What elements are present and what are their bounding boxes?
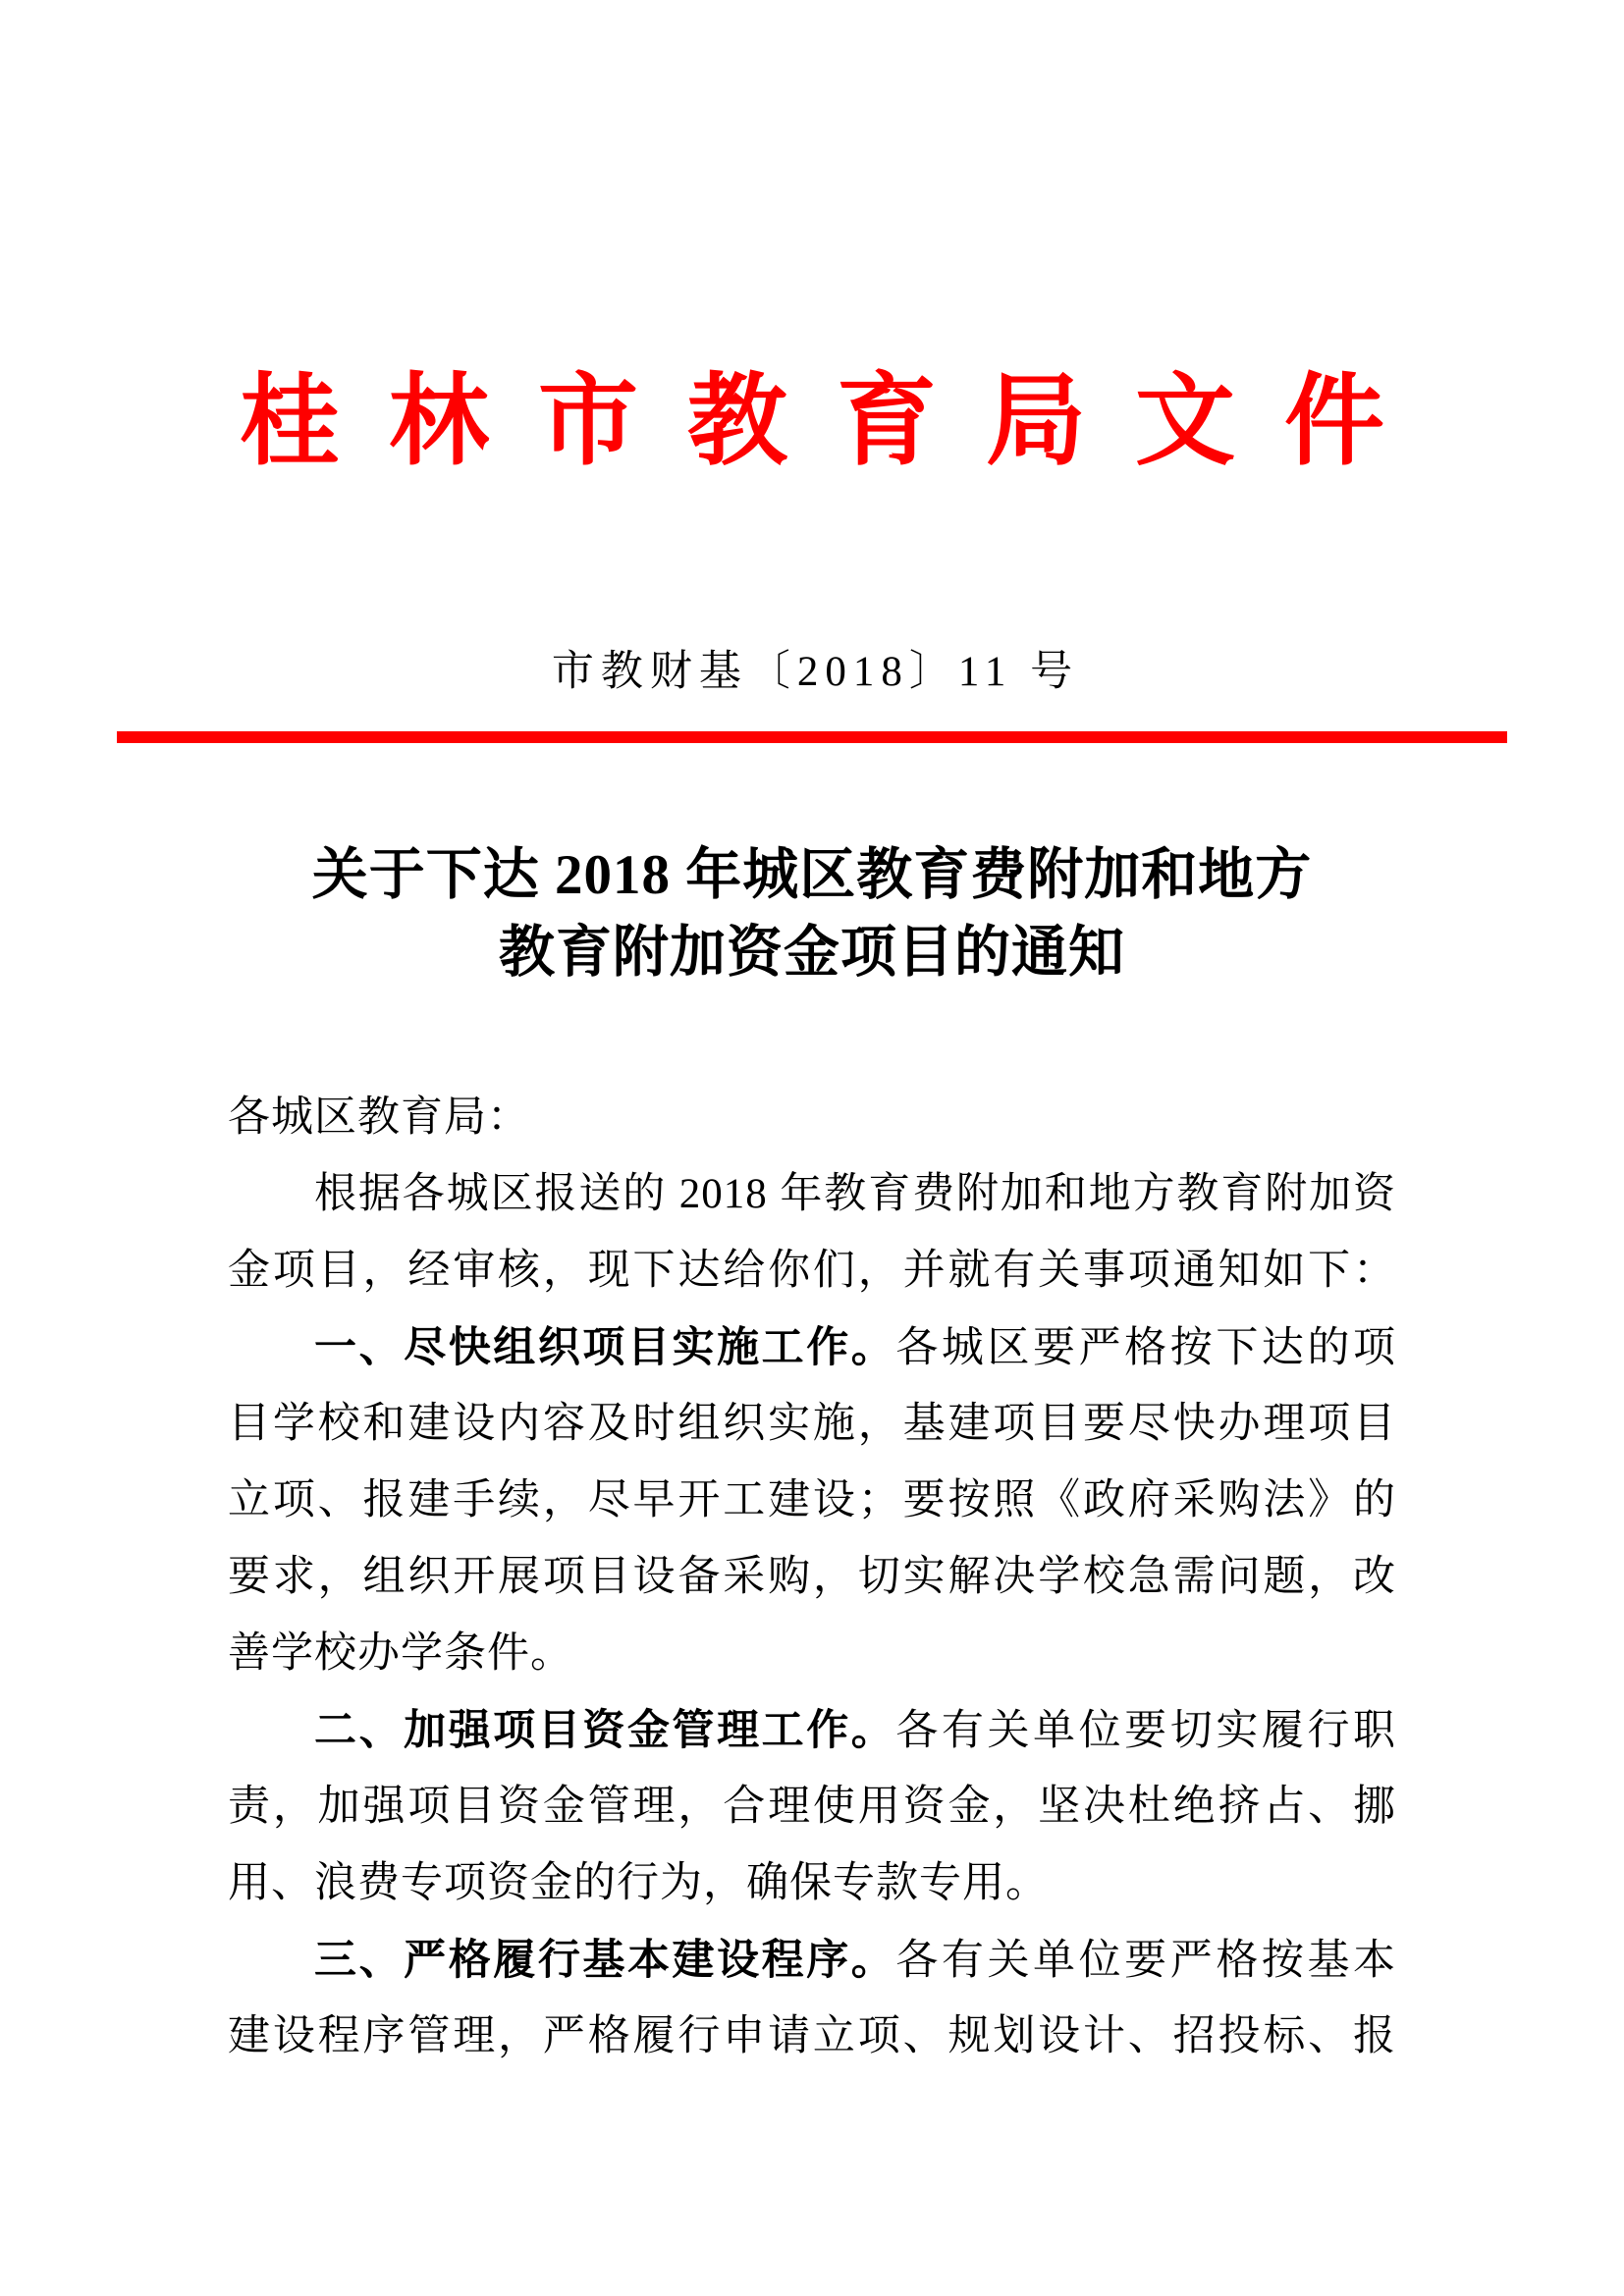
body-line	[228, 1616, 1396, 1692]
body-line-text: 用、浪费专项资金的行为，确保专款专用。	[228, 1860, 1049, 1906]
body-line-text: 各城区要严格按下达的项	[895, 1325, 1396, 1371]
body-line-text: 根据各城区报送的 2018 年教育费附加和地方教育附加资	[314, 1171, 1396, 1217]
document-title-line-1: 关于下达 2018 年城区教育费附加和地方	[311, 844, 1313, 906]
body-line-text: 善学校办学条件。	[228, 1630, 573, 1677]
document-body	[228, 1080, 1396, 2075]
body-line-text: 要求，组织开展项目设备采购，切实解决学校急需问题，改	[228, 1554, 1396, 1600]
body-line	[228, 1845, 1396, 1922]
body-line-text: 建设程序管理，严格履行申请立项、规划设计、招投标、报	[228, 2013, 1396, 2059]
body-line-text: 目学校和建设内容及时组织实施，基建项目要尽快办理项目	[228, 1401, 1396, 1447]
body-line	[228, 1999, 1396, 2075]
body-line	[228, 1233, 1396, 1309]
body-line	[228, 1769, 1396, 1845]
body-line-salutation	[228, 1080, 1396, 1156]
red-divider-line	[117, 731, 1507, 743]
body-line-text: 责，加强项目资金管理，合理使用资金，坚决杜绝挤占、挪	[228, 1784, 1396, 1830]
body-line	[228, 1539, 1396, 1616]
document-title	[0, 836, 1624, 991]
body-line-section-1	[228, 1309, 1396, 1386]
body-line-section-3	[228, 1922, 1396, 1999]
body-line-text: 各有关单位要切实履行职	[895, 1708, 1396, 1754]
body-line	[228, 1386, 1396, 1463]
document-number: 市教财基〔2018〕11 号	[551, 649, 1080, 695]
section-1-heading: 一、尽快组织项目实施工作。	[314, 1324, 896, 1371]
section-2-heading: 二、加强项目资金管理工作。	[314, 1707, 896, 1754]
body-line	[228, 1463, 1396, 1539]
body-line-section-2	[228, 1692, 1396, 1769]
document-title-line-2: 教育附加资金项目的通知	[499, 922, 1125, 984]
body-line-text: 立项、报建手续，尽早开工建设；要按照《政府采购法》的	[228, 1477, 1396, 1523]
section-3-heading: 三、严格履行基本建设程序。	[314, 1937, 896, 1984]
body-line-text: 各有关单位要严格按基本	[895, 1938, 1396, 1984]
body-line-text: 金项目，经审核，现下达给你们，并就有关事项通知如下：	[228, 1248, 1396, 1294]
body-line	[228, 1156, 1396, 1233]
body-line-text: 各城区教育局：	[228, 1095, 530, 1141]
agency-header-title: 桂林市教育局文件	[240, 367, 1434, 478]
